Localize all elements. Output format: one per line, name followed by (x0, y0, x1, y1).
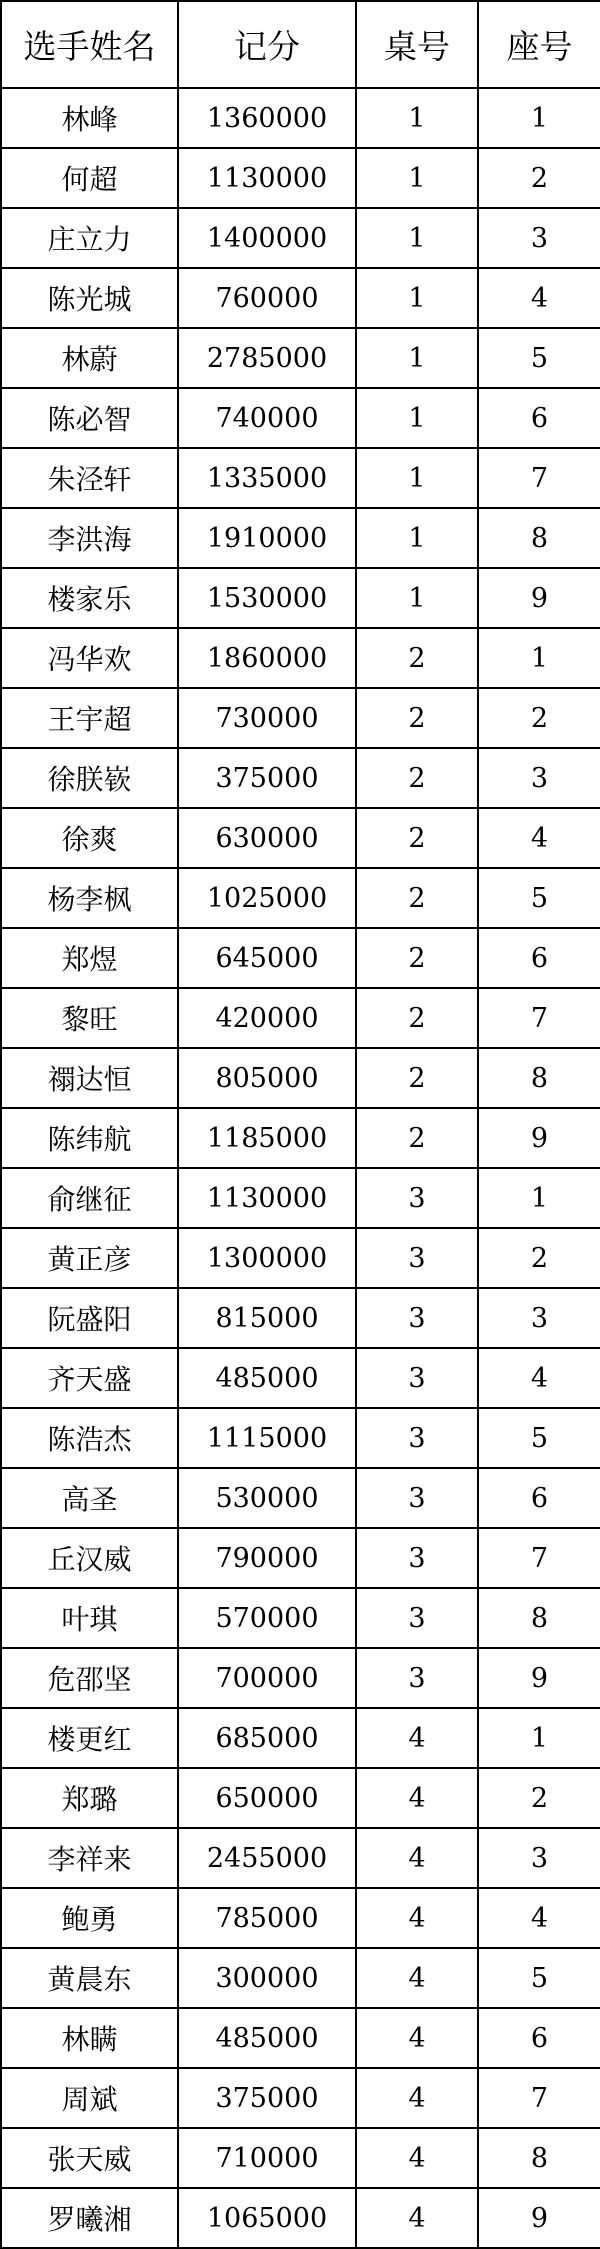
seat-number-cell: 3 (478, 1288, 600, 1348)
table-row (1, 1348, 600, 1408)
seat-number-cell: 4 (478, 1888, 600, 1948)
score-cell: 485000 (178, 1348, 356, 1408)
score-cell: 740000 (178, 388, 356, 448)
seat-number-cell: 5 (478, 868, 600, 928)
score-cell: 645000 (178, 928, 356, 988)
table-number-cell: 2 (356, 748, 478, 808)
table-number-cell: 4 (356, 1948, 478, 2008)
table-row (1, 808, 600, 868)
player-name-cell: 张天威 (1, 2128, 178, 2188)
table-number-cell: 2 (356, 808, 478, 868)
table-row (1, 1048, 600, 1108)
seat-number-cell: 8 (478, 1588, 600, 1648)
table-number-cell: 4 (356, 2128, 478, 2188)
player-name-cell: 叶琪 (1, 1588, 178, 1648)
seat-number-cell: 6 (478, 928, 600, 988)
player-name-cell: 郑煜 (1, 928, 178, 988)
score-cell: 300000 (178, 1948, 356, 2008)
player-name-cell: 林蔚 (1, 328, 178, 388)
table-row (1, 1588, 600, 1648)
seat-number-cell: 7 (478, 988, 600, 1048)
score-cell: 1860000 (178, 628, 356, 688)
seat-number-cell: 1 (478, 88, 600, 148)
player-name-cell: 禤达恒 (1, 1048, 178, 1108)
player-name-cell: 李祥来 (1, 1828, 178, 1888)
table-row (1, 1288, 600, 1348)
table-number-cell: 4 (356, 1888, 478, 1948)
table-number-cell: 1 (356, 328, 478, 388)
seat-number-cell: 1 (478, 1708, 600, 1768)
table-number-cell: 3 (356, 1408, 478, 1468)
table-row (1, 148, 600, 208)
table-row (1, 688, 600, 748)
table-number-cell: 1 (356, 568, 478, 628)
player-name-cell: 高圣 (1, 1468, 178, 1528)
table-row (1, 508, 600, 568)
table-number-cell: 4 (356, 2008, 478, 2068)
player-name-cell: 王宇超 (1, 688, 178, 748)
table-number-cell: 4 (356, 1828, 478, 1888)
seat-number-cell: 2 (478, 148, 600, 208)
seat-number-cell: 2 (478, 688, 600, 748)
table-body (1, 88, 600, 2248)
score-cell: 730000 (178, 688, 356, 748)
table-header-row (1, 1, 600, 88)
table-row (1, 1528, 600, 1588)
score-cell: 570000 (178, 1588, 356, 1648)
seat-number-cell: 6 (478, 2008, 600, 2068)
score-cell: 1360000 (178, 88, 356, 148)
table-number-cell: 3 (356, 1288, 478, 1348)
player-name-cell: 庄立力 (1, 208, 178, 268)
seat-number-cell: 4 (478, 808, 600, 868)
table-number-cell: 3 (356, 1588, 478, 1648)
score-cell: 1530000 (178, 568, 356, 628)
score-cell: 790000 (178, 1528, 356, 1588)
seat-number-cell: 5 (478, 328, 600, 388)
score-cell: 685000 (178, 1708, 356, 1768)
score-cell: 485000 (178, 2008, 356, 2068)
seat-number-cell: 1 (478, 628, 600, 688)
table-row (1, 268, 600, 328)
score-cell: 420000 (178, 988, 356, 1048)
table-number-cell: 3 (356, 1168, 478, 1228)
score-cell: 785000 (178, 1888, 356, 1948)
table-row (1, 628, 600, 688)
seat-number-cell: 4 (478, 1348, 600, 1408)
seat-number-cell: 9 (478, 1648, 600, 1708)
player-name-cell: 冯华欢 (1, 628, 178, 688)
score-cell: 630000 (178, 808, 356, 868)
seat-number-cell: 9 (478, 1108, 600, 1168)
seat-number-cell: 9 (478, 568, 600, 628)
table-row (1, 928, 600, 988)
player-name-cell: 陈光城 (1, 268, 178, 328)
score-cell: 375000 (178, 2068, 356, 2128)
score-cell: 1130000 (178, 148, 356, 208)
table-row (1, 2068, 600, 2128)
header-table-number: 桌号 (356, 1, 478, 88)
player-name-cell: 黄晨东 (1, 1948, 178, 2008)
table-row (1, 1768, 600, 1828)
player-name-cell: 黎旺 (1, 988, 178, 1048)
score-cell: 2455000 (178, 1828, 356, 1888)
table-number-cell: 1 (356, 508, 478, 568)
table-number-cell: 4 (356, 1708, 478, 1768)
seat-number-cell: 7 (478, 448, 600, 508)
table-row (1, 1168, 600, 1228)
table-row (1, 1828, 600, 1888)
table-row (1, 1888, 600, 1948)
header-score: 记分 (178, 1, 356, 88)
seat-number-cell: 3 (478, 748, 600, 808)
seat-number-cell: 5 (478, 1408, 600, 1468)
player-name-cell: 罗曦湘 (1, 2188, 178, 2248)
score-cell: 700000 (178, 1648, 356, 1708)
table-number-cell: 1 (356, 148, 478, 208)
score-cell: 1185000 (178, 1108, 356, 1168)
score-cell: 1335000 (178, 448, 356, 508)
score-cell: 2785000 (178, 328, 356, 388)
table-number-cell: 3 (356, 1528, 478, 1588)
player-name-cell: 陈纬航 (1, 1108, 178, 1168)
seat-number-cell: 8 (478, 2128, 600, 2188)
player-name-cell: 楼更红 (1, 1708, 178, 1768)
table-row (1, 2128, 600, 2188)
table-number-cell: 2 (356, 868, 478, 928)
player-name-cell: 俞继征 (1, 1168, 178, 1228)
table-number-cell: 1 (356, 88, 478, 148)
score-cell: 805000 (178, 1048, 356, 1108)
table-number-cell: 3 (356, 1468, 478, 1528)
seat-number-cell: 7 (478, 1528, 600, 1588)
table-row (1, 208, 600, 268)
player-name-cell: 楼家乐 (1, 568, 178, 628)
seat-number-cell: 6 (478, 1468, 600, 1528)
table-number-cell: 4 (356, 1768, 478, 1828)
seat-number-cell: 3 (478, 208, 600, 268)
seat-number-cell: 5 (478, 1948, 600, 2008)
table-number-cell: 4 (356, 2068, 478, 2128)
score-cell: 1400000 (178, 208, 356, 268)
score-cell: 710000 (178, 2128, 356, 2188)
table-row (1, 568, 600, 628)
table-row (1, 1948, 600, 2008)
table-number-cell: 3 (356, 1228, 478, 1288)
score-cell: 1065000 (178, 2188, 356, 2248)
table-number-cell: 2 (356, 1048, 478, 1108)
table-number-cell: 2 (356, 628, 478, 688)
table-row (1, 1468, 600, 1528)
score-cell: 650000 (178, 1768, 356, 1828)
table-row (1, 88, 600, 148)
player-name-cell: 陈必智 (1, 388, 178, 448)
score-cell: 1025000 (178, 868, 356, 928)
table-number-cell: 3 (356, 1648, 478, 1708)
table-row (1, 868, 600, 928)
score-cell: 530000 (178, 1468, 356, 1528)
table-row (1, 988, 600, 1048)
table-row (1, 448, 600, 508)
table-row (1, 2188, 600, 2248)
table-number-cell: 2 (356, 1108, 478, 1168)
table-row (1, 2008, 600, 2068)
player-name-cell: 黄正彦 (1, 1228, 178, 1288)
table-number-cell: 1 (356, 208, 478, 268)
seat-number-cell: 4 (478, 268, 600, 328)
table-number-cell: 4 (356, 2188, 478, 2248)
player-name-cell: 徐爽 (1, 808, 178, 868)
seat-number-cell: 6 (478, 388, 600, 448)
table-row (1, 1408, 600, 1468)
player-name-cell: 周斌 (1, 2068, 178, 2128)
table-row (1, 328, 600, 388)
table-row (1, 1648, 600, 1708)
header-player-name: 选手姓名 (1, 1, 178, 88)
seat-number-cell: 7 (478, 2068, 600, 2128)
player-name-cell: 李洪海 (1, 508, 178, 568)
table-number-cell: 1 (356, 388, 478, 448)
score-cell: 1300000 (178, 1228, 356, 1288)
table-row (1, 1108, 600, 1168)
score-cell: 1130000 (178, 1168, 356, 1228)
table-number-cell: 2 (356, 688, 478, 748)
seat-number-cell: 2 (478, 1768, 600, 1828)
seat-number-cell: 2 (478, 1228, 600, 1288)
score-cell: 815000 (178, 1288, 356, 1348)
seat-number-cell: 1 (478, 1168, 600, 1228)
seat-number-cell: 8 (478, 1048, 600, 1108)
table-row (1, 748, 600, 808)
table-number-cell: 1 (356, 448, 478, 508)
score-cell: 1115000 (178, 1408, 356, 1468)
player-name-cell: 齐天盛 (1, 1348, 178, 1408)
player-name-cell: 林瞒 (1, 2008, 178, 2068)
seat-number-cell: 8 (478, 508, 600, 568)
table-row (1, 388, 600, 448)
score-cell: 760000 (178, 268, 356, 328)
score-cell: 375000 (178, 748, 356, 808)
player-name-cell: 陈浩杰 (1, 1408, 178, 1468)
seat-number-cell: 9 (478, 2188, 600, 2248)
player-name-cell: 郑璐 (1, 1768, 178, 1828)
player-name-cell: 丘汉威 (1, 1528, 178, 1588)
score-cell: 1910000 (178, 508, 356, 568)
table-row (1, 1708, 600, 1768)
player-name-cell: 杨李枫 (1, 868, 178, 928)
header-seat-number: 座号 (478, 1, 600, 88)
player-name-cell: 徐朕嵚 (1, 748, 178, 808)
seat-number-cell: 3 (478, 1828, 600, 1888)
player-name-cell: 危邵坚 (1, 1648, 178, 1708)
player-name-cell: 阮盛阳 (1, 1288, 178, 1348)
table-number-cell: 2 (356, 988, 478, 1048)
player-name-cell: 朱泾轩 (1, 448, 178, 508)
table-number-cell: 3 (356, 1348, 478, 1408)
table-row (1, 1228, 600, 1288)
player-name-cell: 何超 (1, 148, 178, 208)
table-number-cell: 2 (356, 928, 478, 988)
table-number-cell: 1 (356, 268, 478, 328)
player-name-cell: 林峰 (1, 88, 178, 148)
player-name-cell: 鲍勇 (1, 1888, 178, 1948)
